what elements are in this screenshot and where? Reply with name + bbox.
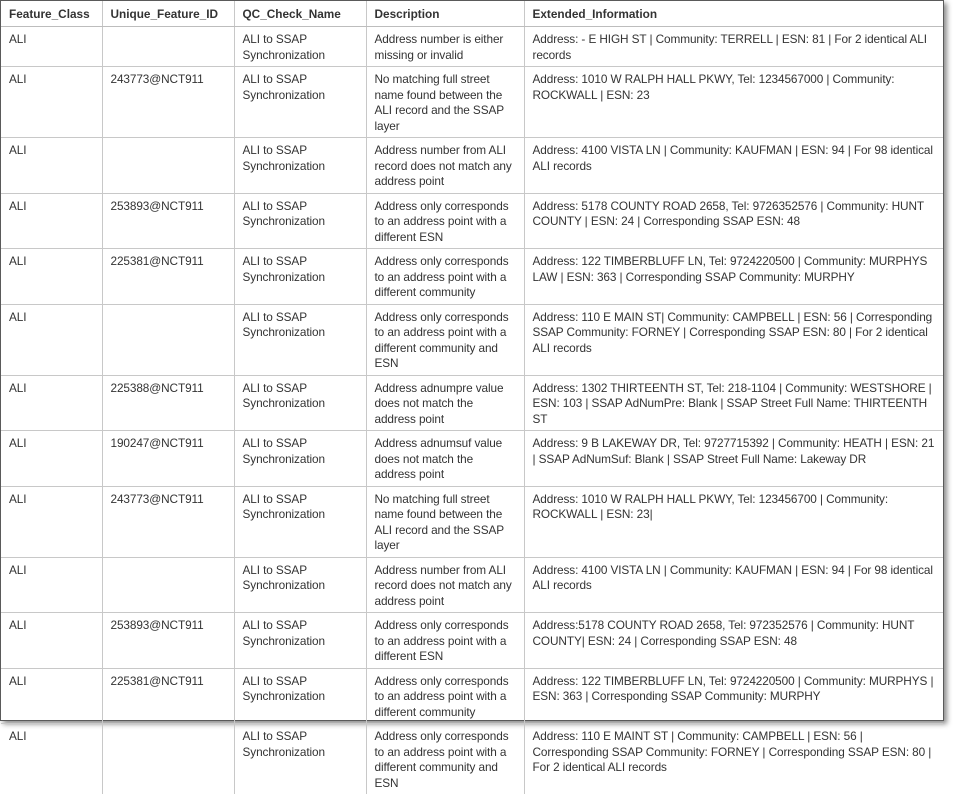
cell-qc-check-name: ALI to SSAP Synchronization xyxy=(234,27,366,67)
table-row[interactable] xyxy=(1,67,943,138)
cell-unique-feature-id: 225381@NCT911 xyxy=(102,249,234,305)
cell-unique-feature-id xyxy=(102,304,234,375)
table-row[interactable] xyxy=(1,193,943,249)
cell-description: Address only corresponds to an address point with a different community xyxy=(366,668,524,724)
table-body xyxy=(1,27,943,794)
cell-feature-class: ALI xyxy=(1,724,102,794)
cell-description: Address only corresponds to an address point with a different community and ESN xyxy=(366,304,524,375)
cell-description: No matching full street name found between the ALI record and the SSAP layer xyxy=(366,486,524,557)
cell-description: Address only corresponds to an address point with a different community xyxy=(366,249,524,305)
cell-extended-information: Address: 9 B LAKEWAY DR, Tel: 9727715392 | Community: HEATH | ESN: 21 | SSAP AdNumSuf: Blank | SSAP Street Full Name: Lakeway DR xyxy=(524,431,943,487)
table-header-row xyxy=(1,1,943,27)
cell-unique-feature-id: 225381@NCT911 xyxy=(102,668,234,724)
cell-feature-class: ALI xyxy=(1,668,102,724)
cell-qc-check-name: ALI to SSAP Synchronization xyxy=(234,67,366,138)
cell-feature-class: ALI xyxy=(1,431,102,487)
header-qc-check-name[interactable]: QC_Check_Name xyxy=(234,1,366,27)
cell-description: Address adnumsuf value does not match the address point xyxy=(366,431,524,487)
cell-description: Address number from ALI record does not match any address point xyxy=(366,557,524,613)
cell-description: Address number from ALI record does not match any address point xyxy=(366,138,524,194)
table-row[interactable] xyxy=(1,304,943,375)
cell-feature-class: ALI xyxy=(1,304,102,375)
cell-unique-feature-id: 243773@NCT911 xyxy=(102,486,234,557)
cell-unique-feature-id xyxy=(102,724,234,794)
table-row[interactable] xyxy=(1,138,943,194)
cell-qc-check-name: ALI to SSAP Synchronization xyxy=(234,193,366,249)
cell-extended-information: Address:5178 COUNTY ROAD 2658, Tel: 972352576 | Community: HUNT COUNTY| ESN: 24 | Corresponding SSAP ESN: 48 xyxy=(524,613,943,669)
cell-feature-class: ALI xyxy=(1,249,102,305)
cell-description: Address only corresponds to an address point with a different ESN xyxy=(366,613,524,669)
cell-unique-feature-id: 243773@NCT911 xyxy=(102,67,234,138)
cell-extended-information: Address: - E HIGH ST | Community: TERRELL | ESN: 81 | For 2 identical ALI records xyxy=(524,27,943,67)
cell-unique-feature-id: 253893@NCT911 xyxy=(102,613,234,669)
cell-unique-feature-id: 190247@NCT911 xyxy=(102,431,234,487)
cell-qc-check-name: ALI to SSAP Synchronization xyxy=(234,431,366,487)
cell-feature-class: ALI xyxy=(1,375,102,431)
cell-feature-class: ALI xyxy=(1,138,102,194)
cell-qc-check-name: ALI to SSAP Synchronization xyxy=(234,668,366,724)
cell-extended-information: Address: 1010 W RALPH HALL PKWY, Tel: 123456700 | Community: ROCKWALL | ESN: 23| xyxy=(524,486,943,557)
table-row[interactable] xyxy=(1,486,943,557)
cell-extended-information: Address: 4100 VISTA LN | Community: KAUFMAN | ESN: 94 | For 98 identical ALI records xyxy=(524,138,943,194)
table-row[interactable] xyxy=(1,431,943,487)
header-extended-information[interactable]: Extended_Information xyxy=(524,1,943,27)
table-row[interactable] xyxy=(1,557,943,613)
cell-unique-feature-id xyxy=(102,557,234,613)
cell-feature-class: ALI xyxy=(1,27,102,67)
table-row[interactable] xyxy=(1,613,943,669)
header-feature-class[interactable]: Feature_Class xyxy=(1,1,102,27)
cell-description: No matching full street name found between the ALI record and the SSAP layer xyxy=(366,67,524,138)
cell-extended-information: Address: 122 TIMBERBLUFF LN, Tel: 9724220500 | Community: MURPHYS LAW | ESN: 363 | Corresponding SSAP Community: MURPHY xyxy=(524,249,943,305)
cell-qc-check-name: ALI to SSAP Synchronization xyxy=(234,304,366,375)
cell-description: Address adnumpre value does not match the address point xyxy=(366,375,524,431)
cell-unique-feature-id xyxy=(102,27,234,67)
table-row[interactable] xyxy=(1,724,943,794)
cell-qc-check-name: ALI to SSAP Synchronization xyxy=(234,613,366,669)
cell-extended-information: Address: 122 TIMBERBLUFF LN, Tel: 9724220500 | Community: MURPHYS | ESN: 363 | Corresponding SSAP Community: MURPHY xyxy=(524,668,943,724)
cell-qc-check-name: ALI to SSAP Synchronization xyxy=(234,724,366,794)
cell-feature-class: ALI xyxy=(1,67,102,138)
cell-qc-check-name: ALI to SSAP Synchronization xyxy=(234,138,366,194)
cell-feature-class: ALI xyxy=(1,193,102,249)
cell-unique-feature-id: 253893@NCT911 xyxy=(102,193,234,249)
cell-extended-information: Address: 4100 VISTA LN | Community: KAUFMAN | ESN: 94 | For 98 identical ALI records xyxy=(524,557,943,613)
cell-unique-feature-id xyxy=(102,138,234,194)
header-description[interactable]: Description xyxy=(366,1,524,27)
table-row[interactable] xyxy=(1,375,943,431)
table-row[interactable] xyxy=(1,249,943,305)
table-row[interactable] xyxy=(1,27,943,67)
cell-qc-check-name: ALI to SSAP Synchronization xyxy=(234,486,366,557)
cell-qc-check-name: ALI to SSAP Synchronization xyxy=(234,557,366,613)
header-unique-feature-id[interactable]: Unique_Feature_ID xyxy=(102,1,234,27)
qc-results-table xyxy=(1,1,943,794)
cell-description: Address only corresponds to an address point with a different community and ESN xyxy=(366,724,524,794)
cell-extended-information: Address: 110 E MAIN ST| Community: CAMPBELL | ESN: 56 | Corresponding SSAP Community: FORNEY | Corresponding SSAP ESN: 80 | For 2 identical ALI records xyxy=(524,304,943,375)
cell-feature-class: ALI xyxy=(1,557,102,613)
table-row[interactable] xyxy=(1,668,943,724)
cell-description: Address only corresponds to an address point with a different ESN xyxy=(366,193,524,249)
cell-feature-class: ALI xyxy=(1,613,102,669)
cell-qc-check-name: ALI to SSAP Synchronization xyxy=(234,375,366,431)
cell-feature-class: ALI xyxy=(1,486,102,557)
cell-extended-information: Address: 5178 COUNTY ROAD 2658, Tel: 9726352576 | Community: HUNT COUNTY | ESN: 24 | Corresponding SSAP ESN: 48 xyxy=(524,193,943,249)
cell-description: Address number is either missing or invalid xyxy=(366,27,524,67)
cell-qc-check-name: ALI to SSAP Synchronization xyxy=(234,249,366,305)
cell-extended-information: Address: 1010 W RALPH HALL PKWY, Tel: 1234567000 | Community: ROCKWALL | ESN: 23 xyxy=(524,67,943,138)
cell-unique-feature-id: 225388@NCT911 xyxy=(102,375,234,431)
cell-extended-information: Address: 110 E MAINT ST | Community: CAMPBELL | ESN: 56 | Corresponding SSAP Community: FORNEY | Corresponding SSAP ESN: 80 | For 2 identical ALI records xyxy=(524,724,943,794)
cell-extended-information: Address: 1302 THIRTEENTH ST, Tel: 218-1104 | Community: WESTSHORE | ESN: 103 | SSAP AdNumPre: Blank | SSAP Street Full Name: THIRTEENTH ST xyxy=(524,375,943,431)
